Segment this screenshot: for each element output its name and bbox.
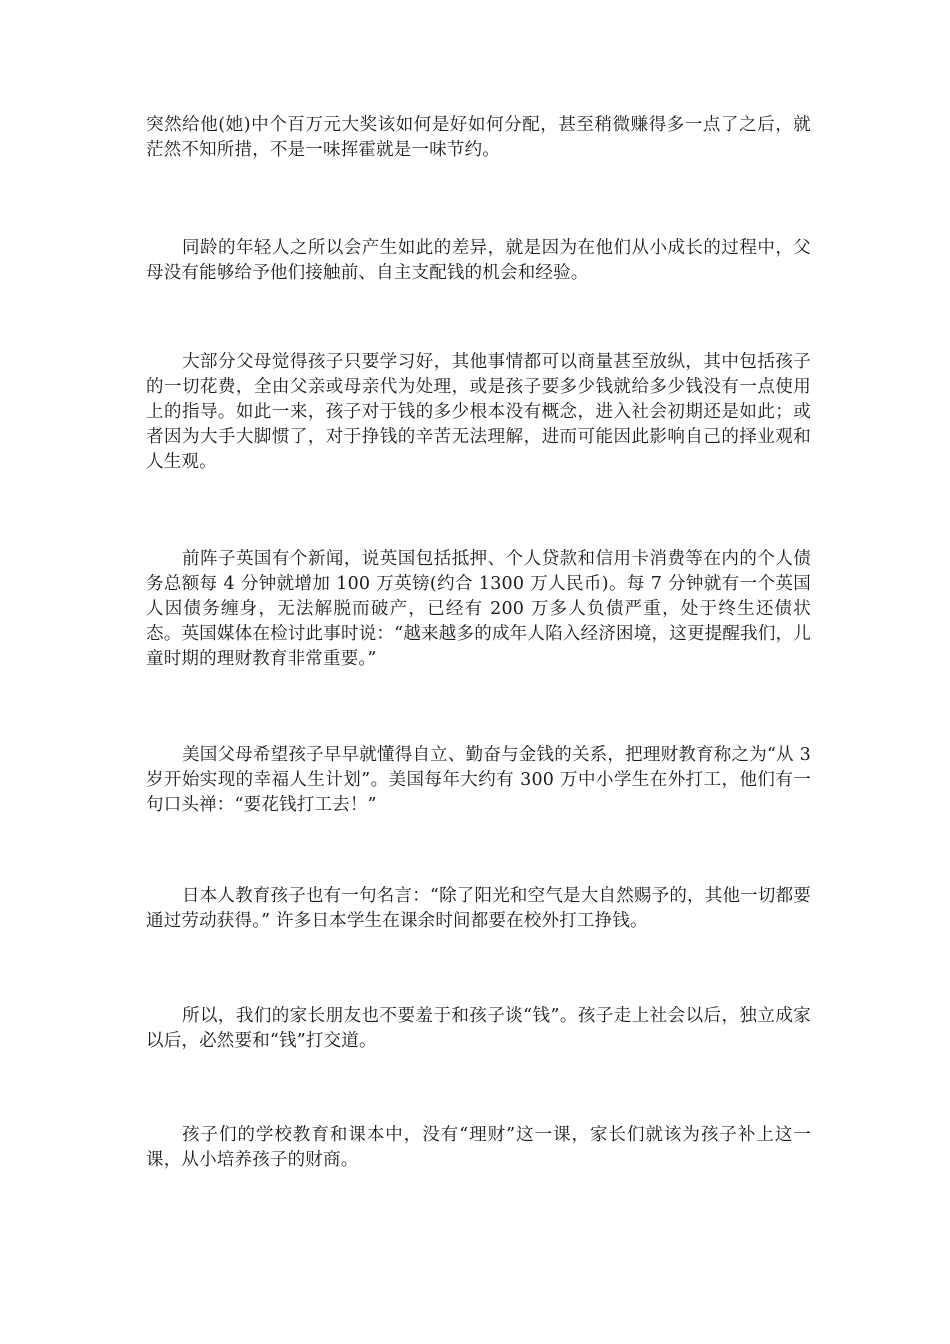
paragraph-financial-lesson: 孩子们的学校教育和课本中，没有“理财”这一课，家长们就该为孩子补上这一课，从小培养孩子的财商。 (146, 1125, 811, 1170)
paragraph-japan-saying: 日本人教育孩子也有一句名言：“除了阳光和空气是大自然赐予的，其他一切都要通过劳动获得。” 许多日本学生在课余时间都要在校外打工挣钱。 (146, 886, 811, 931)
paragraph-parents-attitude: 大部分父母觉得孩子只要学习好，其他事情都可以商量甚至放纵，其中包括孩子的一切花费，全由父亲或母亲代为处理，或是孩子要多少钱就给多少钱没有一点使用上的指导。如此一来，孩子对于钱的多少根本没有概念，进入社会初期还是如此；或者因为大手大脚惯了，对于挣钱的辛苦无法理解，进而可能因此影响自己的择业观和人生观。 (146, 352, 811, 472)
paragraph-upbringing-difference: 同龄的年轻人之所以会产生如此的差异，就是因为在他们从小成长的过程中，父母没有能够给予他们接触前、自主支配钱的机会和经验。 (146, 238, 811, 283)
paragraph-us-parents: 美国父母希望孩子早早就懂得自立、勤奋与金钱的关系，把理财教育称之为“从 3 岁开始实现的幸福人生计划”。美国每年大约有 300 万中小学生在外打工，他们有一句口头禅：“要花钱打工去！” (146, 745, 811, 815)
paragraph-talk-about-money: 所以，我们的家长朋友也不要羞于和孩子谈“钱”。孩子走上社会以后，独立成家以后，必然要和“钱”打交道。 (146, 1006, 811, 1051)
paragraph-uk-debt-news: 前阵子英国有个新闻，说英国包括抵押、个人贷款和信用卡消费等在内的个人债务总额每 4 分钟就增加 100 万英镑(约合 1300 万人民币)。每 7 分钟就有一个英国人因债务缠身，无法解脱而破产，已经有 200 万多人负债严重，处于终生还债状态。英国媒体在检讨此事时说：“越来越多的成年人陷入经济困境，这更提醒我们，儿童时期的理财教育非常重要。” (146, 549, 811, 669)
paragraph-continuation: 突然给他(她)中个百万元大奖该如何是好如何分配，甚至稍微赚得多一点了之后，就茫然不知所措，不是一味挥霍就是一味节约。 (146, 115, 811, 160)
